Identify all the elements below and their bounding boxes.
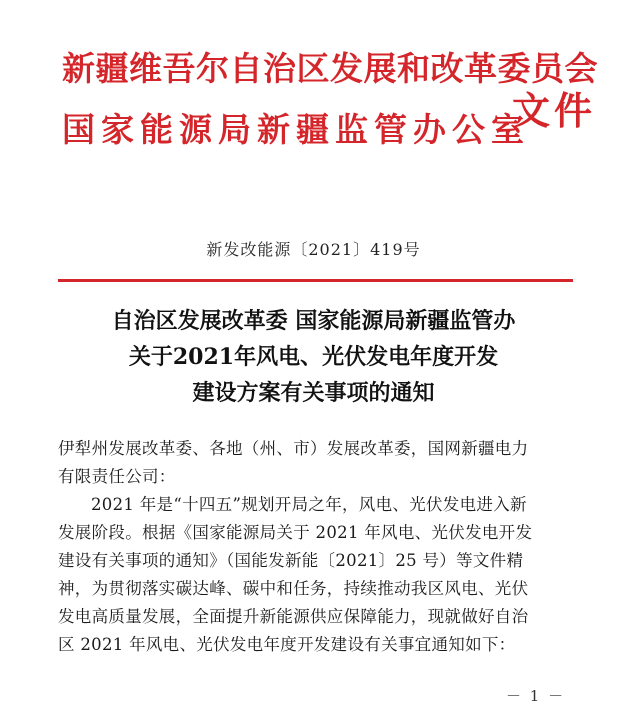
paragraph-line-6: 区 2021 年风电、光伏发电年度开发建设有关事宜通知如下： bbox=[58, 635, 516, 654]
paragraph-line-1: 2021 年是“十四五”规划开局之年，风电、光伏发电进入新 bbox=[91, 495, 527, 514]
doc-type-label: 文件 bbox=[512, 88, 597, 133]
red-divider-line bbox=[58, 279, 573, 282]
addressee-line-1: 伊犁州发展改革委、各地（州、市）发展改革委，国网新疆电力 bbox=[58, 439, 529, 458]
addressee-line-2: 有限责任公司： bbox=[58, 467, 176, 486]
paragraph-line-4: 神，为贯彻落实碳达峰、碳中和任务，持续推动我区风电、光伏 bbox=[58, 579, 529, 598]
issuer-line-nea: 国家能源局新疆监管办公室 bbox=[62, 110, 530, 149]
document-title bbox=[0, 303, 627, 411]
document-number: 新发改能源〔2021〕419号 bbox=[206, 240, 421, 259]
page-number: － 1 － bbox=[506, 687, 566, 705]
paragraph-line-2: 发展阶段。根据《国家能源局关于 2021 年风电、光伏发电开发 bbox=[58, 523, 533, 542]
title-line-2: 关于2021年风电、光伏发电年度开发 bbox=[128, 344, 499, 370]
paragraph-line-5: 发电高质量发展，全面提升新能源供应保障能力，现就做好自治 bbox=[58, 607, 529, 626]
title-line-3: 建设方案有关事项的通知 bbox=[192, 380, 435, 406]
document-body bbox=[58, 435, 573, 659]
document-header bbox=[0, 0, 627, 200]
title-line-1: 自治区发展改革委 国家能源局新疆监管办 bbox=[111, 308, 516, 334]
paragraph-line-3: 建设有关事项的通知》（国能发新能〔2021〕25 号）等文件精 bbox=[58, 551, 524, 570]
issuer-line-ndrc: 新疆维吾尔自治区发展和改革委员会 bbox=[62, 49, 598, 88]
